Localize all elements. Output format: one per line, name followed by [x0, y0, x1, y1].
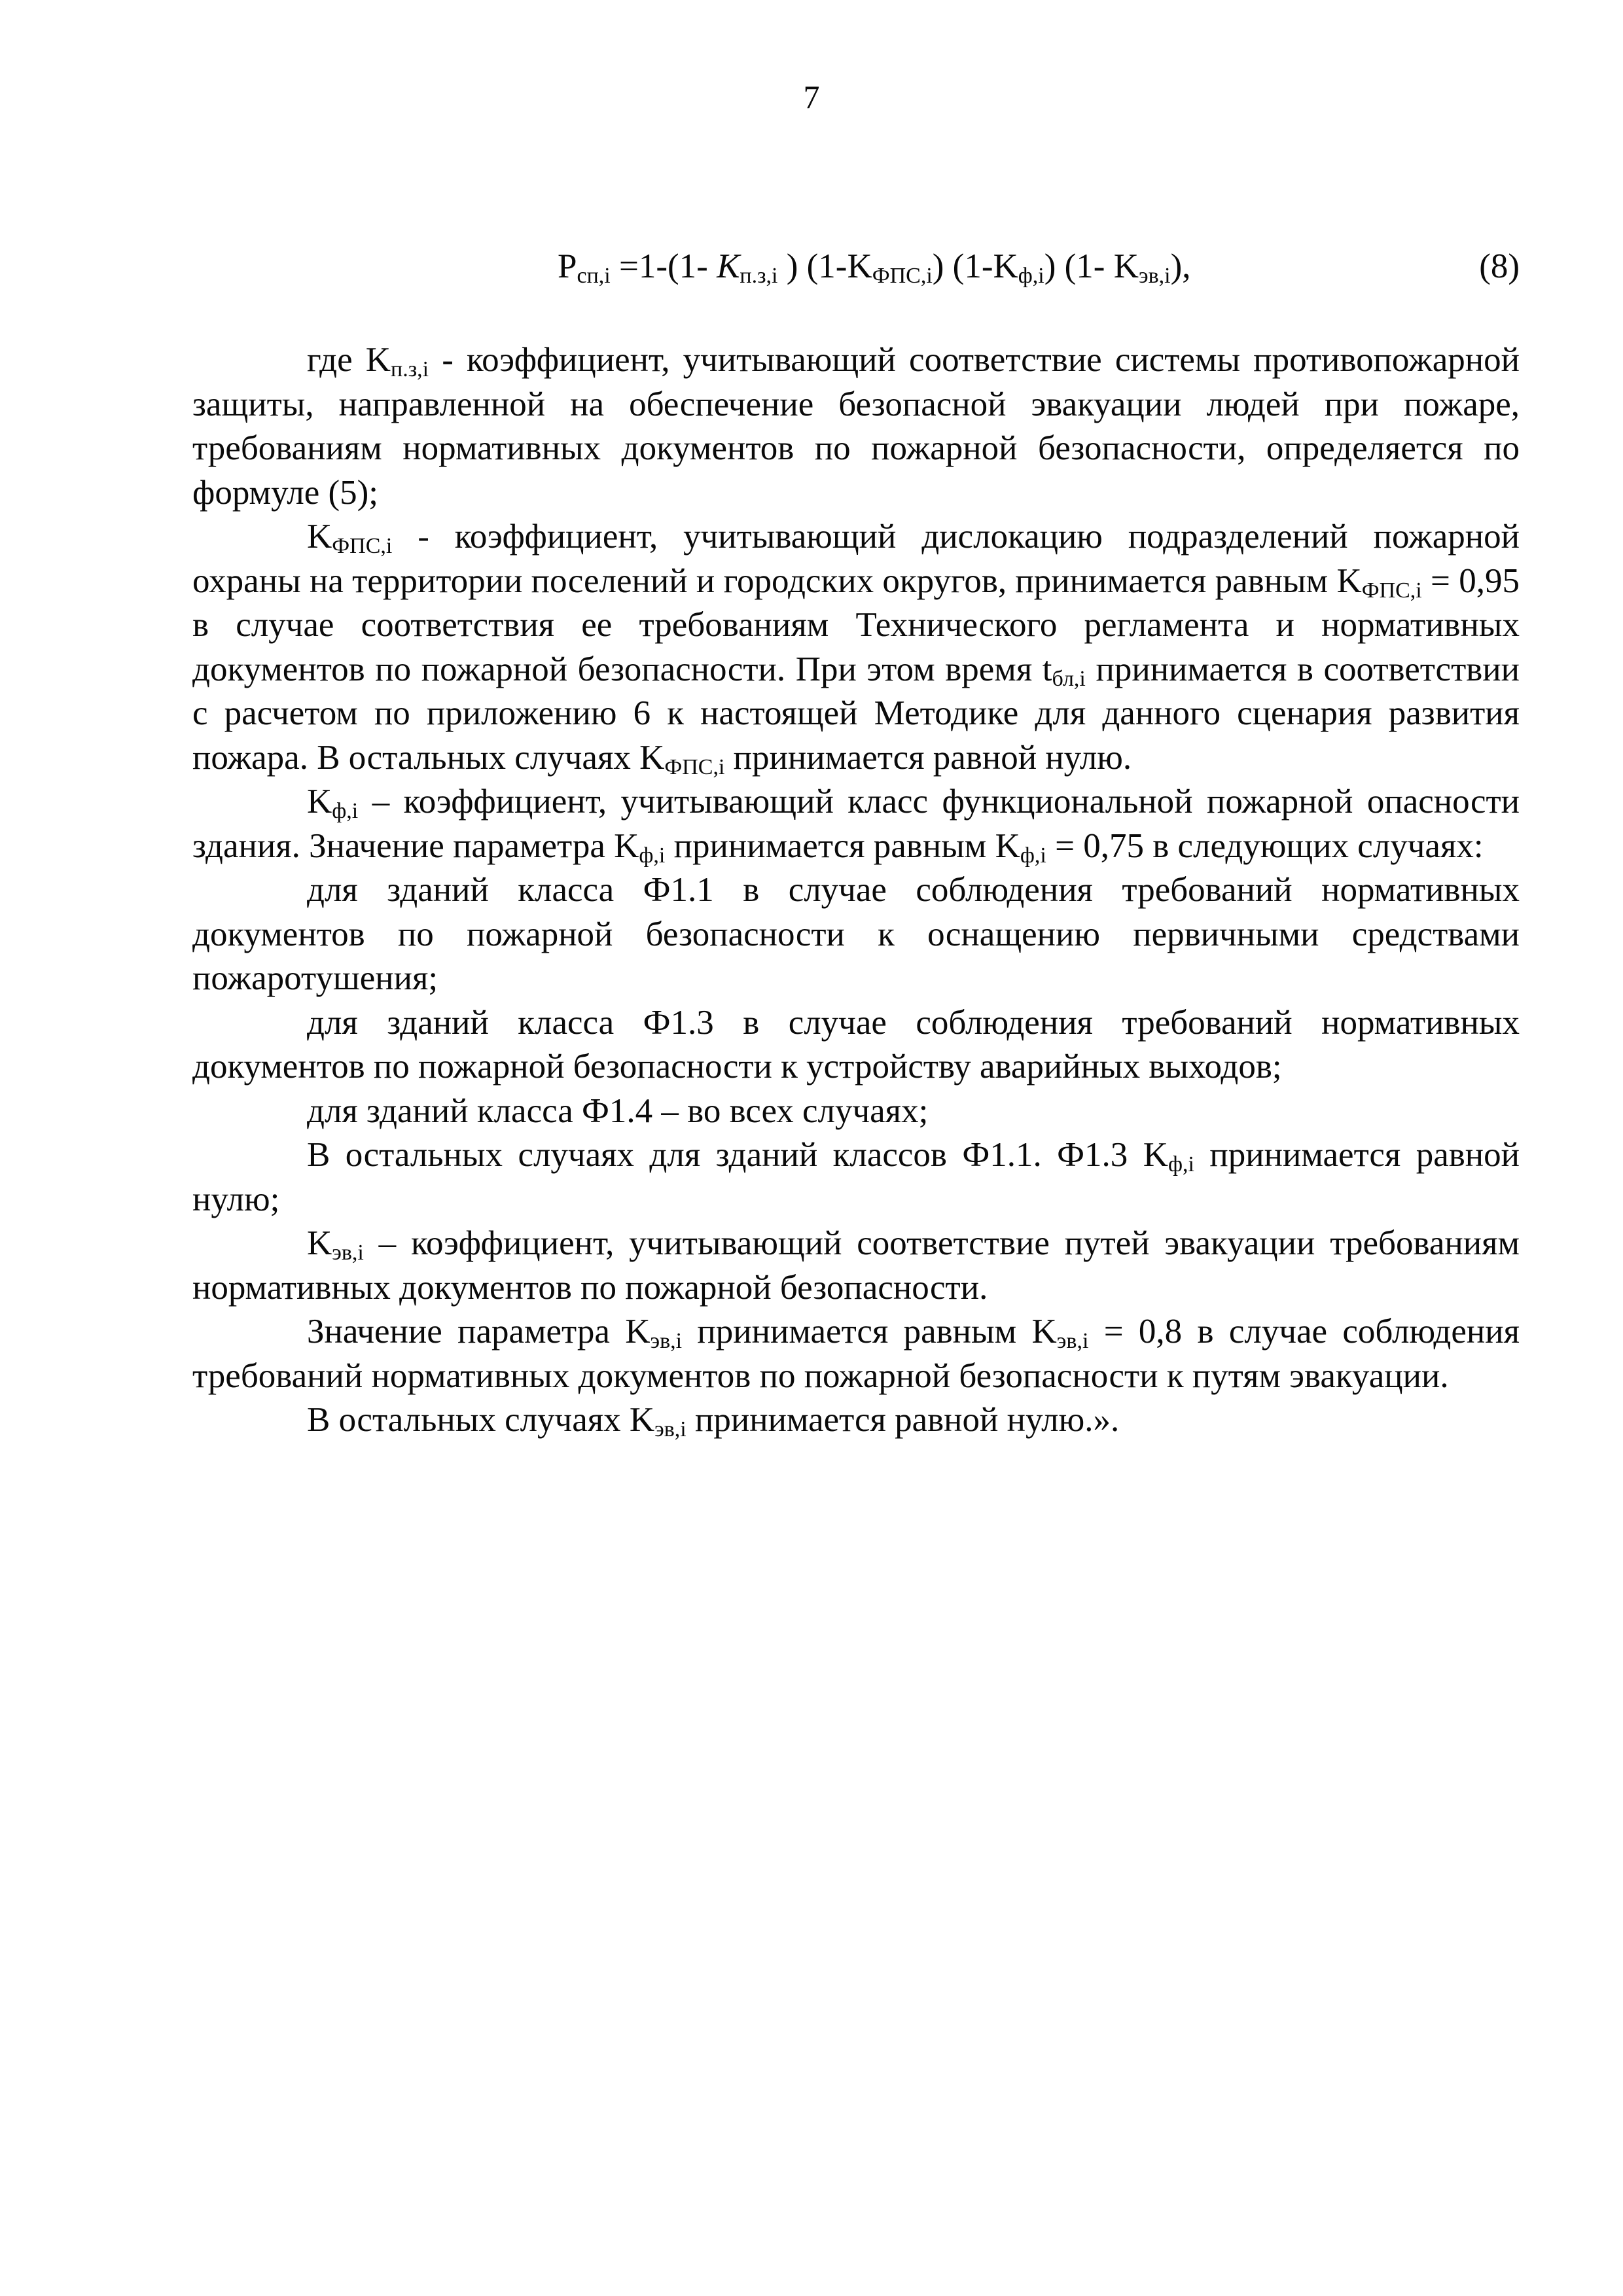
p2-t2: = 0,95 в случае соответствия ее требованиям Технического регламента и нормативных документов по пожарной безопасности. При этом время t — [192, 561, 1520, 688]
p3-t3: = 0,75 в следующих случаях: — [1046, 826, 1484, 865]
p7-t2: принимается равной нулю; — [192, 1136, 1520, 1218]
formula-number: (8) — [1479, 247, 1520, 285]
p3-t2: принимается равным K — [665, 826, 1020, 865]
p8-t1: – коэффициент, учитывающий соответствие путей эвакуации требованиям нормативных документов по пожарной безопасности. — [192, 1224, 1520, 1307]
p3-sub1: ф,i — [332, 799, 359, 823]
paragraph-kfps-definition — [192, 515, 1520, 780]
paragraph-other-cases-kev — [192, 1398, 1520, 1443]
formula-eq: =1-(1- — [610, 247, 717, 285]
formula-8 — [558, 243, 1190, 289]
p9-sub2: эв,i — [1056, 1329, 1089, 1353]
formula-k1-sub: п.з,i — [740, 264, 778, 288]
page-number: 7 — [803, 79, 820, 115]
formula-lhs: P — [558, 247, 577, 285]
formula-k4-sub: эв,i — [1138, 264, 1171, 288]
paragraph-kpz-definition — [192, 338, 1520, 515]
p1-sub: п.з,i — [391, 357, 429, 381]
p9-t1: Значение параметра K — [307, 1313, 651, 1351]
p9-sub1: эв,i — [650, 1329, 683, 1353]
formula-after-k2: ) (1-K — [932, 247, 1018, 285]
p1-lead: где K — [307, 341, 391, 379]
p7-t1: В остальных случаях для зданий классов Ф1.1. Ф1.3 K — [307, 1136, 1168, 1174]
p2-t4: принимается равной нулю. — [724, 738, 1132, 777]
formula-end: ), — [1170, 247, 1191, 285]
paragraph-kev-definition — [192, 1222, 1520, 1310]
p9-t2: принимается равным K — [682, 1313, 1057, 1351]
p10-t1: В остальных случаях K — [307, 1401, 655, 1439]
p2-sub1: ФПС,i — [332, 534, 393, 558]
p2-sub2: ФПС,i — [1361, 578, 1422, 603]
p3-k: K — [307, 783, 332, 821]
formula-k3-sub: ф,i — [1018, 264, 1044, 288]
p10-t2: принимается равной нулю.». — [686, 1401, 1120, 1439]
paragraph-kf-definition — [192, 780, 1520, 868]
p10-sub: эв,i — [654, 1417, 687, 1441]
p3-t1: – коэффициент, учитывающий класс функциональной пожарной опасности здания. Значение параметра K — [192, 783, 1520, 865]
p2-sub4: ФПС,i — [664, 754, 725, 779]
formula-row — [192, 243, 1520, 289]
formula-after-k1: ) (1-K — [777, 247, 872, 285]
p9-t3: = 0,8 в случае соблюдения требований нормативных документов по пожарной безопасности к путям эвакуации. — [192, 1313, 1520, 1395]
document-body — [192, 338, 1520, 1443]
p1-text: - коэффициент, учитывающий соответствие системы противопожарной защиты, направленной на обеспечение безопасной эвакуации людей при пожаре, требованиям нормативных документов по пожарной безопасности, определяется по формуле (5); — [192, 341, 1520, 512]
p8-sub: эв,i — [332, 1241, 364, 1265]
formula-k2-sub: ФПС,i — [872, 264, 933, 288]
paragraph-class-f1-1: для зданий класса Ф1.1 в случае соблюдения требований нормативных документов по пожарной безопасности к оснащению первичными средствами пожаротушения; — [192, 871, 1520, 997]
paragraph-class-f1-3: для зданий класса Ф1.3 в случае соблюдения требований нормативных документов по пожарной безопасности к устройству аварийных выходов; — [192, 1003, 1520, 1086]
p7-sub: ф,i — [1168, 1152, 1194, 1176]
p2-t3: принимается в соответствии с расчетом по приложению 6 к настоящей Методике для данного сценария развития пожара. В остальных случаях K — [192, 650, 1520, 777]
p2-k: K — [307, 518, 332, 556]
p2-t1: - коэффициент, учитывающий дислокацию подразделений пожарной охраны на территории поселений и городских округов, принимается равным K — [192, 518, 1520, 600]
p3-sub2: ф,i — [639, 843, 666, 868]
formula-lhs-sub: сп,i — [577, 264, 611, 288]
p8-k: K — [307, 1224, 332, 1262]
paragraph-kev-value — [192, 1310, 1520, 1398]
formula-after-k3: ) (1- K — [1044, 247, 1139, 285]
p3-sub3: ф,i — [1020, 843, 1046, 868]
paragraph-class-f1-4: для зданий класса Ф1.4 – во всех случаях; — [307, 1091, 929, 1130]
formula-k1: K — [717, 247, 740, 285]
paragraph-other-cases-kf — [192, 1133, 1520, 1222]
p2-sub3: бл,i — [1052, 666, 1086, 691]
